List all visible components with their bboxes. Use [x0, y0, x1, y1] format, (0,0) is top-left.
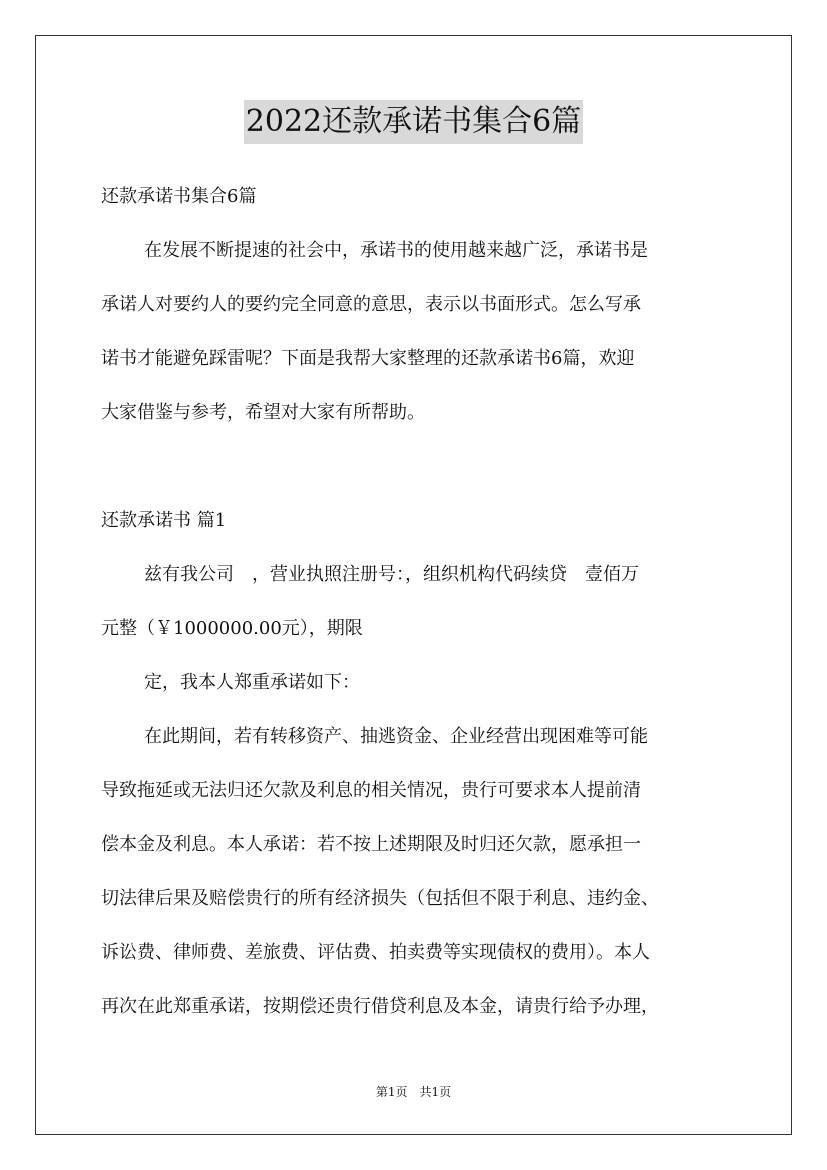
- body-line: 元整（￥1000000.00元），期限: [101, 618, 363, 639]
- body-line: 诉讼费、律师费、差旅费、评估费、拍卖费等实现债权的费用）。本人: [101, 942, 650, 963]
- intro-line: 诺书才能避免踩雷呢？下面是我帮大家整理的还款承诺书6篇，欢迎: [101, 348, 635, 369]
- section-heading: 还款承诺书 篇1: [101, 510, 227, 531]
- body-line: 定，我本人郑重承诺如下：: [144, 672, 360, 693]
- body-line: 导致拖延或无法归还欠款及利息的相关情况，贵行可要求本人提前清: [101, 780, 641, 801]
- title-container: [0, 100, 827, 144]
- document-title: 2022还款承诺书集合6篇: [244, 100, 583, 144]
- spacer: [101, 440, 731, 494]
- intro-line: 在发展不断提速的社会中，承诺书的使用越来越广泛，承诺书是: [144, 240, 648, 261]
- intro-line: 大家借鉴与参考，希望对大家有所帮助。: [101, 402, 425, 423]
- body-line: 切法律后果及赔偿贵行的所有经济损失（包括但不限于利息、违约金、: [101, 888, 659, 909]
- body-line: 在此期间，若有转移资产、抽逃资金、企业经营出现困难等可能: [144, 726, 648, 747]
- document-body: [101, 170, 731, 1034]
- body-line: 再次在此郑重承诺，按期偿还贵行借贷利息及本金，请贵行给予办理，: [101, 996, 659, 1017]
- intro-line: 承诺人对要约人的要约完全同意的意思，表示以书面形式。怎么写承: [101, 294, 641, 315]
- body-line: 偿本金及利息。本人承诺：若不按上述期限及时归还欠款，愿承担一: [101, 834, 641, 855]
- page-footer: 第1页 共1页: [375, 1085, 452, 1099]
- body-line: 兹有我公司 ，营业执照注册号：，组织机构代码续贷 壹佰万: [144, 564, 639, 585]
- subtitle: 还款承诺书集合6篇: [101, 186, 257, 207]
